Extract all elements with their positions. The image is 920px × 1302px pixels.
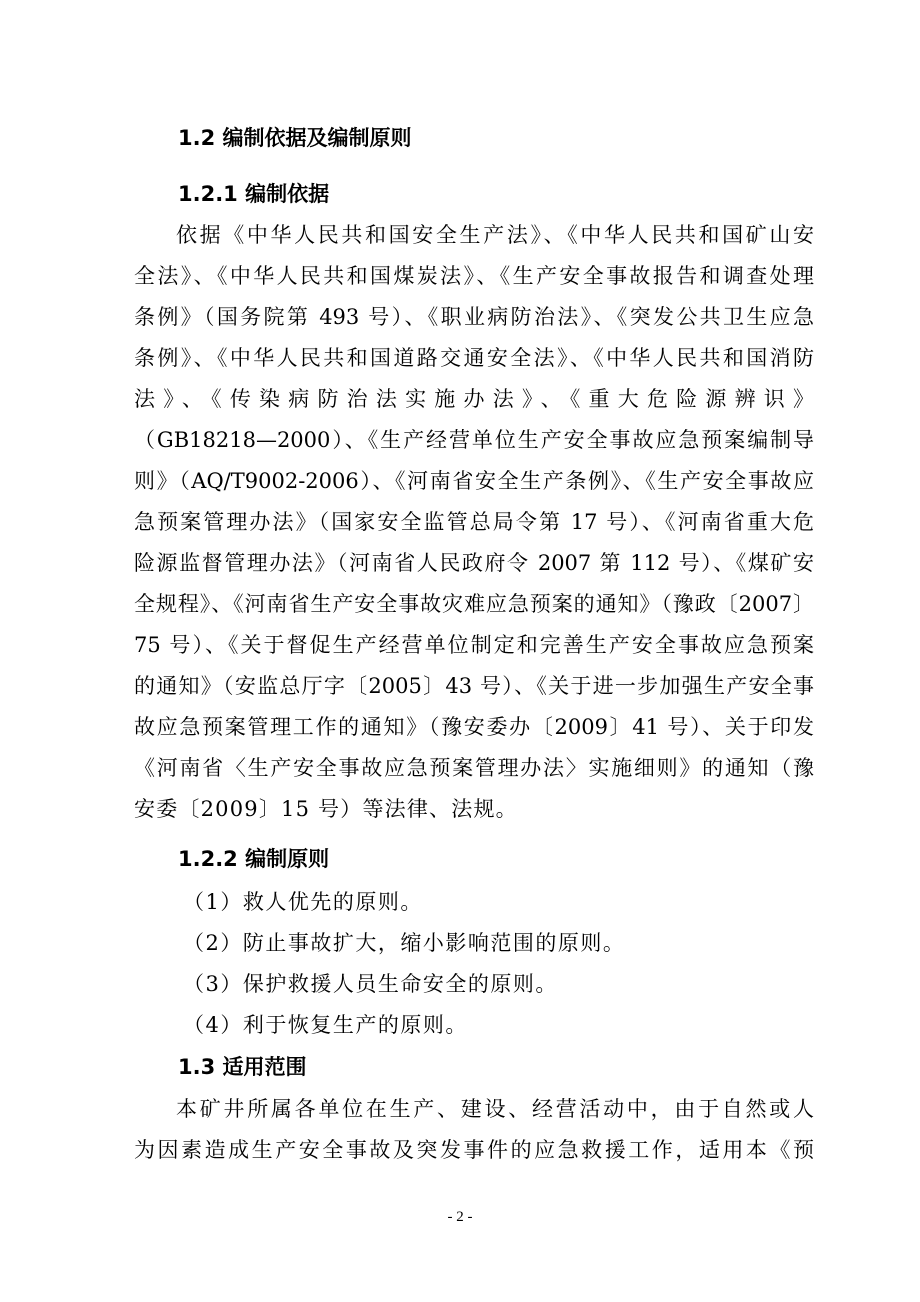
principle-item: （2）防止事故扩大，缩小影响范围的原则。 xyxy=(183,931,626,955)
basis-line: 则》（AQ/T9002-2006）、《河南省安全生产条例》、《生产安全事故应 xyxy=(134,469,814,493)
section-1-2-2-heading: 1.2.2 编制原则 xyxy=(178,847,330,871)
principle-item: （3）保护救援人员生命安全的原则。 xyxy=(183,972,558,996)
principle-item: （4）利于恢复生产的原则。 xyxy=(183,1013,468,1037)
basis-line: 75 号）、《关于督促生产经营单位制定和完善生产安全事故应急预案 xyxy=(134,633,814,657)
scope-line: 本矿井所属各单位在生产、建设、经营活动中，由于自然或人 xyxy=(176,1097,814,1121)
page-number: - 2 - xyxy=(447,1209,473,1225)
basis-line: （GB18218—2000）、《生产经营单位生产安全事故应急预案编制导 xyxy=(134,428,814,452)
basis-line: 急预案管理办法》（国家安全监管总局令第 17 号）、《河南省重大危 xyxy=(134,510,814,534)
basis-line: 的通知》（安监总厅字〔2005〕43 号）、《关于进一步加强生产安全事 xyxy=(134,674,814,698)
basis-line: 条例》（国务院第 493 号）、《职业病防治法》、《突发公共卫生应急 xyxy=(134,305,814,329)
basis-line: 险源监督管理办法》（河南省人民政府令 2007 第 112 号）、《煤矿安 xyxy=(134,551,814,575)
scope-line: 为因素造成生产安全事故及突发事件的应急救援工作，适用本《预 xyxy=(134,1138,814,1162)
section-1-3-heading: 1.3 适用范围 xyxy=(178,1055,307,1079)
basis-line: 全规程》、《河南省生产安全事故灾难应急预案的通知》（豫政〔2007〕 xyxy=(134,592,814,616)
principle-item: （1）救人优先的原则。 xyxy=(183,890,423,914)
basis-line: 条例》、《中华人民共和国道路交通安全法》、《中华人民共和国消防 xyxy=(134,346,814,370)
section-1-2-1-heading: 1.2.1 编制依据 xyxy=(178,182,330,206)
basis-line: 法》、《传染病防治法实施办法》、《重大危险源辨识》 xyxy=(134,387,814,411)
basis-line: 故应急预案管理工作的通知》（豫安委办〔2009〕41 号）、关于印发 xyxy=(134,715,814,739)
basis-line: 依据《中华人民共和国安全生产法》、《中华人民共和国矿山安 xyxy=(176,223,814,247)
section-1-2-heading: 1.2 编制依据及编制原则 xyxy=(178,126,412,150)
basis-line: 全法》、《中华人民共和国煤炭法》、《生产安全事故报告和调查处理 xyxy=(134,264,814,288)
basis-line: 安委〔2009〕15 号）等法律、法规。 xyxy=(134,797,518,821)
basis-line: 《河南省〈生产安全事故应急预案管理办法〉实施细则》的通知（豫 xyxy=(134,756,814,780)
